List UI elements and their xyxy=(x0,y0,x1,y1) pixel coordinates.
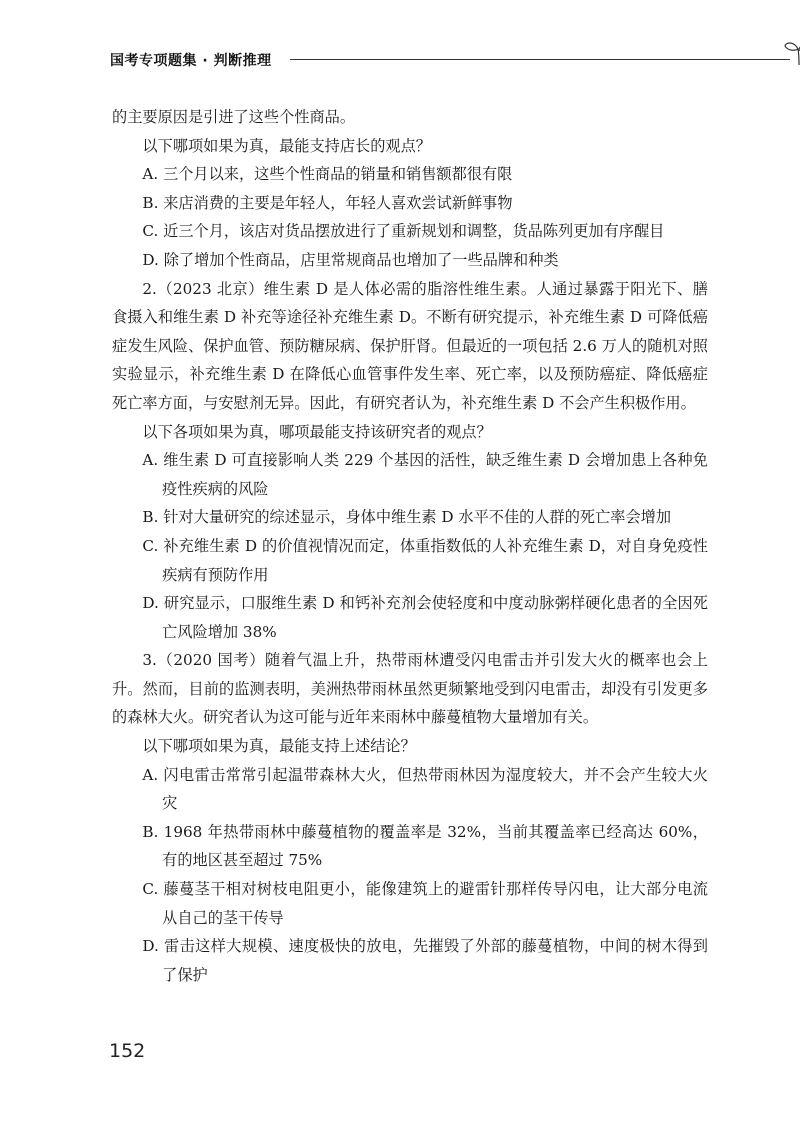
answer-option: B. 针对大量研究的综述显示，身体中维生素 D 水平不佳的人群的死亡率会增加 xyxy=(142,508,672,527)
answer-option: A. 维生素 D 可直接影响人类 229 个基因的活性，缺乏维生素 D 会增加患上各种免疫性疾病的风险 xyxy=(142,451,708,498)
answer-option: B. 1968 年热带雨林中藤蔓植物的覆盖率是 32%，当前其覆盖率已经高达 60%，有的地区甚至超过 75% xyxy=(142,822,708,870)
body-paragraph: 以下哪项如果为真，最能支持上述结论？ xyxy=(142,737,416,756)
body-paragraph: 以下各项如果为真，哪项最能支持该研究者的观点？ xyxy=(142,422,492,441)
answer-option: D. 雷击这样大规模、速度极快的放电，先摧毁了外部的藤蔓植物，中间的树木得到了保护 xyxy=(142,937,708,984)
page-number: 152 xyxy=(109,1040,146,1062)
answer-option: D. 除了增加个性商品，店里常规商品也增加了一些品牌和种类 xyxy=(142,250,559,269)
answer-option: B. 来店消费的主要是年轻人，年轻人喜欢尝试新鲜事物 xyxy=(142,193,513,212)
answer-option: A. 闪电雷击常常引起温带森林大火，但热带雨林因为湿度较大，并不会产生较大火灾 xyxy=(142,765,708,813)
answer-option: C. 补充维生素 D 的价值视情况而定，体重指数低的人补充维生素 D，对自身免疫性疾病有预防作用 xyxy=(142,536,708,584)
body-paragraph: 3.（2020 国考）随着气温上升，热带雨林遭受闪电雷击并引发大火的概率也会上升。然而，目前的监测表明，美洲热带雨林虽然更频繁地受到闪电雷击，却没有引发更多的森林大火。研究者认为这可能与近年来雨林中藤蔓植物大量增加有关。 xyxy=(112,651,708,727)
body-paragraph: 的主要原因是引进了这些个性商品。 xyxy=(112,108,355,126)
body-paragraph: 2.（2023 北京）维生素 D 是人体必需的脂溶性维生素。人通过暴露于阳光下、膳食摄入和维生素 D 补充等途径补充维生素 D。不断有研究提示，补充维生素 D 可降低癌症发生风险、保护血管、预防糖尿病、保护肝肾。但最近的一项包括 2.6 万人的随机对照实验显示，补充维生素 D 在降低心血管事件发生率、死亡率，以及预防癌症、降低癌症死亡率方面，与安慰剂无异。因此，有研究者认为，补充维生素 D 不会产生积极作用。 xyxy=(112,279,708,412)
running-header xyxy=(110,38,710,78)
sprout-icon xyxy=(782,38,800,66)
header-rule xyxy=(290,59,790,60)
page-body xyxy=(112,103,708,989)
answer-option: D. 研究显示，口服维生素 D 和钙补充剂会使轻度和中度动脉粥样硬化患者的全因死亡风险增加 38% xyxy=(142,594,708,641)
answer-option: C. 近三个月，该店对货品摆放进行了重新规划和调整，货品陈列更加有序醒目 xyxy=(142,222,665,241)
running-header-title: 国考专项题集 · 判断推理 xyxy=(110,53,272,69)
body-paragraph: 以下哪项如果为真，最能支持店长的观点？ xyxy=(142,136,431,155)
answer-option: A. 三个月以来，这些个性商品的销量和销售额都很有限 xyxy=(142,165,513,184)
answer-option: C. 藤蔓茎干相对树枝电阻更小，能像建筑上的避雷针那样传导闪电，让大部分电流从自己的茎干传导 xyxy=(142,880,708,927)
